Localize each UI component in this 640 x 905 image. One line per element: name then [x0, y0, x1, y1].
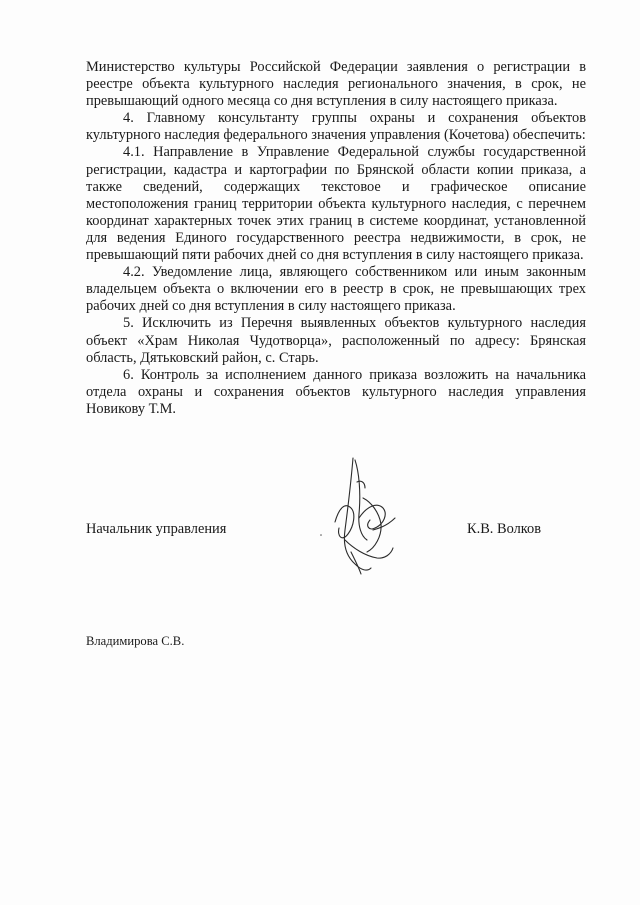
document-body [86, 59, 586, 418]
signatory-name: К.В. Волков [467, 521, 542, 537]
paragraph-item-5: 5. Исключить из Перечня выявленных объектов культурного наследия объект «Храм Николая Чудотворца», расположенный по адресу: Брянская область, Дятьковский район, с. Старь. [86, 315, 586, 366]
executor-name: Владимирова С.В. [86, 634, 185, 648]
paragraph-item-6: 6. Контроль за исполнением данного приказа возложить на начальника отдела охраны и сохранения объектов культурного наследия управления Новикову Т.М. [86, 366, 586, 417]
paragraph-continuation: Министерство культуры Российской Федерации заявления о регистрации в реестре объекта культурного наследия регионального значения, в срок, не превышающий одного месяца со дня вступления в силу настоящего приказа. [86, 59, 586, 110]
paragraph-item-4: 4. Главному консультанту группы охраны и сохранения объектов культурного наследия федерального значения управления (Кочетова) обеспечить: [86, 110, 586, 144]
signatory-title: Начальник управления [86, 521, 227, 537]
handwritten-signature [315, 452, 407, 577]
paragraph-item-4-1: 4.1. Направление в Управление Федеральной службы государственной регистрации, кадастра и картографии по Брянской области копии приказа, а также сведений, содержащих текстовое и графическое описание местоположения границ территории объекта культурного наследия, с перечнем координат характерных точек этих границ в системе координат, установленной для ведения Единого государственного реестра недвижимости, в срок, не превышающий пяти рабочих дней со дня вступления в силу настоящего приказа. [86, 144, 586, 264]
paragraph-item-4-2: 4.2. Уведомление лица, являющего собственником или иным законным владельцем объекта о включении его в реестр в срок, не превышающих трех рабочих дней со дня вступления в силу настоящего приказа. [86, 264, 586, 315]
